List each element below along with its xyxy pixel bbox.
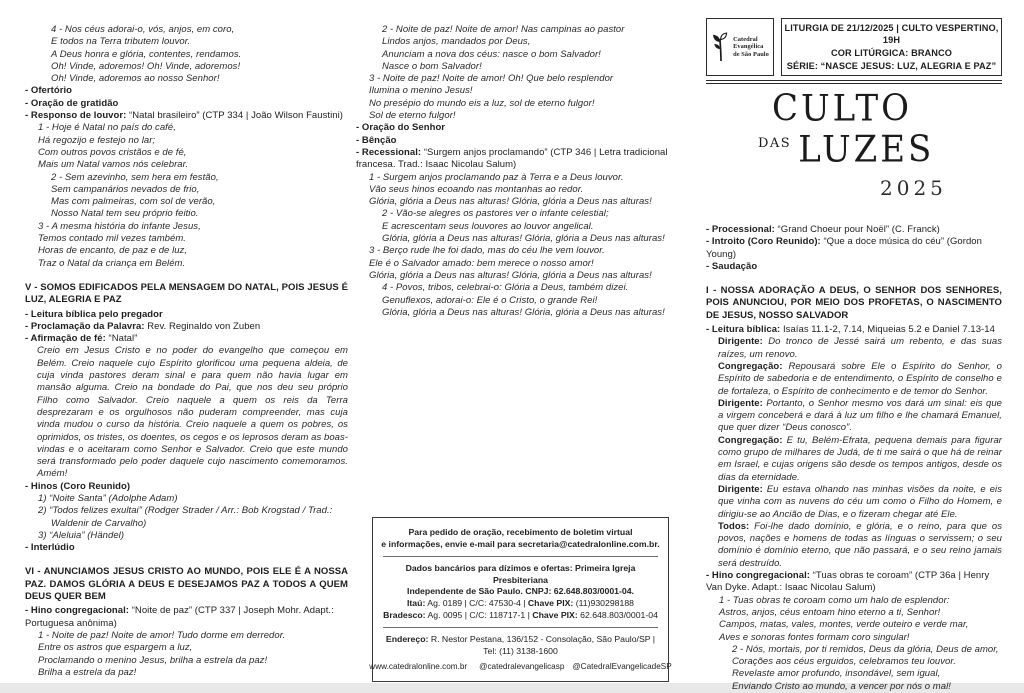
verse-line: Nasce o bom Salvador! bbox=[382, 60, 482, 72]
verse-line: Vão seus hinos ecoando nas montanhas ao redor. bbox=[369, 183, 584, 195]
plain-text: 62.648.803/0001-04 bbox=[577, 609, 658, 620]
plain-text: Rev. Reginaldo von Zuben bbox=[144, 320, 261, 332]
verse-line: Glória, glória a Deus nas alturas! Glória, glória a Deus nas alturas! bbox=[382, 233, 665, 245]
hymn-verse bbox=[25, 630, 348, 679]
plain-text: “Natal brasileiro” (CTP 334 | João Wilson Faustini) bbox=[126, 110, 343, 122]
hymn-verse bbox=[356, 24, 672, 73]
section-heading: I - NOSSA ADORAÇÃO A DEUS, O SENHOR DOS SENHORES, POIS ANUNCIOU, POR MEIO DOS PROFETAS, O NASCIMENTO DE JESUS, NOSSO SALVADOR bbox=[706, 285, 1002, 321]
bold-text: - Recessional: bbox=[356, 146, 422, 158]
verse-line: Oh! Vinde, adoremos! Oh! Vinde, adoremos! bbox=[51, 60, 241, 72]
contact-line bbox=[381, 563, 660, 586]
address-section bbox=[369, 634, 672, 673]
plain-text: “Tuas obras te coroam” (CTP 36a | Henry Van Dyke. Adapt.: Isaac Nicolau Salum) bbox=[706, 570, 990, 594]
bold-text: Dados bancários para dízimos e ofertas: Primeira Igreja Presbiteriana bbox=[405, 563, 636, 585]
bold-text: Endereço: bbox=[385, 634, 429, 645]
hymn-verse bbox=[356, 282, 672, 319]
responsive-reading bbox=[706, 484, 1002, 521]
verse-line: Nosso Natal tem seu próprio feitio. bbox=[51, 208, 199, 220]
reading-text: Eu estava olhando nas minhas visões da noite, e eis que vinha com as nuvens do céu um como o Filho do Homem, e dirigiu-se ao Ancião de Dias, e o fizeram chegar até Ele. bbox=[718, 483, 1003, 520]
speaker-label: Dirigente: bbox=[718, 483, 767, 495]
bold-text: - Oração de gratidão bbox=[25, 97, 119, 109]
column-left bbox=[25, 24, 348, 679]
hymn-verse bbox=[25, 493, 348, 505]
verse-line: A Deus honra e glória, contentes, rendamos. bbox=[51, 48, 242, 60]
speaker-label: Dirigente: bbox=[718, 397, 767, 409]
verse-line: Enviando Cristo ao mundo, a vencer por nós o mal! bbox=[732, 680, 951, 692]
plain-text: Isaías 11.1-2, 7.14, Miqueias 5.2 e Daniel 7.13-14 bbox=[780, 324, 995, 336]
verse-line: Sem campanários nevados de frio, bbox=[51, 183, 200, 195]
liturgy-item bbox=[356, 135, 672, 147]
verse-line: 4 - Nos céus adorai-o, vós, anjos, em coro, bbox=[51, 24, 235, 35]
verse-line: Horas de encanto, de paz e de luz, bbox=[38, 245, 188, 257]
speaker-label: Congregação: bbox=[718, 360, 789, 372]
liturgy-date-line: LITURGIA DE 21/12/2025 | CULTO VESPERTINO, 19H bbox=[784, 22, 999, 46]
responsive-reading bbox=[706, 398, 1002, 435]
bold-text: - Processional: bbox=[706, 224, 775, 235]
liturgy-item bbox=[25, 309, 348, 321]
liturgy-info-box bbox=[781, 18, 1002, 76]
contact-line bbox=[381, 539, 660, 551]
affirmation-paragraph: Creio em Jesus Cristo e no poder do evangelho que começou em Belém. Creio naquele cujo Espírito glorificou uma pequena aldeia, de cuja vinda pastores deram sinal e para quem não havia lugar em mansão alguma. Creio na bondade do Pai, que nos deu seu próprio Filho como Salvador. Creio naquele a quem os reis da Terra desprezaram e os orgulhosos não puderam compreender, mas cuja vinda mudou o curso da história. Creio naquele a quem os pobres, os oprimidos, os tristes, os doentes, os cegos e os leprosos deram as boas-vindas e o aceitaram como Senhor e Salvador. Creio que este mundo será transformado pelo poder daquele cujo nascimento comemoramos. Amém! bbox=[37, 345, 348, 480]
verse-line: Temos contado mil vezes também. bbox=[38, 233, 186, 245]
bold-text: Bradesco: bbox=[383, 609, 426, 620]
liturgy-item bbox=[706, 324, 1002, 336]
bold-text: - Hino congregacional: bbox=[25, 605, 130, 617]
contact-line bbox=[381, 598, 660, 610]
verse-line: 2 - Noite de paz! Noite de amor! Nas campinas ao pastor bbox=[382, 24, 625, 35]
church-name-line: de São Paulo bbox=[733, 50, 769, 58]
hymn-verse bbox=[25, 24, 348, 85]
church-name-line: Evangélica bbox=[733, 43, 764, 51]
verse-line: Glória, glória a Deus nas alturas! Glória, glória a Deus nas alturas! bbox=[369, 269, 652, 281]
spacer bbox=[25, 554, 348, 565]
verse-line: 3 - Berço rude lhe foi dado, mas do céu lhe vem louvor. bbox=[369, 245, 605, 257]
hymn-verse bbox=[25, 221, 348, 270]
bold-text: - Saudação bbox=[706, 260, 758, 272]
bold-text: Independente de São Paulo. CNPJ: 62.648.803/0001-04. bbox=[407, 586, 634, 597]
column-right bbox=[706, 18, 1002, 693]
website-url: www.catedralonline.com.br bbox=[369, 662, 468, 672]
hymn-verse bbox=[706, 644, 1002, 693]
liturgy-item bbox=[25, 98, 348, 110]
address-line bbox=[381, 634, 660, 657]
verse-line: Lindos anjos, mandados por Deus, bbox=[382, 36, 531, 48]
contact-line bbox=[381, 527, 660, 539]
verse-line: Revelaste amor profundo, insondável, sem igual, bbox=[732, 668, 941, 680]
liturgy-color-line: COR LITÚRGICA: BRANCO bbox=[830, 48, 953, 58]
liturgy-item bbox=[706, 570, 1002, 595]
title-year: 2025 bbox=[880, 176, 947, 200]
youtube-handle: @CatedralEvangelicadeSP bbox=[572, 662, 672, 672]
verse-line: Waldenir de Carvalho) bbox=[51, 517, 147, 529]
bold-text: - Responso de louvor: bbox=[25, 110, 127, 122]
verse-line: Aves e sonoras fontes formam coro singular! bbox=[719, 631, 910, 643]
reading-text: Foi-lhe dado domínio, e glória, e o reino, para que os povos, nações e homens de todas as línguas o servissem; o seu domínio é domínio eterno, que não passará, e o seu reino jamais será destruído. bbox=[718, 520, 1002, 569]
hymn-verse bbox=[356, 208, 672, 245]
contact-line bbox=[381, 610, 660, 622]
verse-line: 2 - Sem azevinho, sem hera em festão, bbox=[51, 171, 219, 183]
church-name-line: Catedral bbox=[733, 35, 758, 43]
hymn-verse bbox=[25, 505, 348, 517]
service-title bbox=[706, 86, 1002, 212]
verse-line: 2) “Todos felizes exultai” (Rodger Strader / Arr.: Bob Krogstad / Trad.: bbox=[38, 505, 333, 517]
verse-line: 1 - Tuas obras te coroam como um halo de esplendor: bbox=[719, 594, 950, 606]
bold-text: - Leitura bíblica: bbox=[706, 324, 781, 336]
title-row-das-luzes bbox=[758, 127, 935, 172]
verse-line: Proclamando o menino Jesus, brilha a estrela da paz! bbox=[38, 654, 268, 666]
plain-text: “Natal” bbox=[105, 333, 138, 345]
verse-line: 2 - Nós, mortais, por ti remidos, Deus da glória, Deus de amor, bbox=[732, 643, 999, 655]
hymn-verse bbox=[356, 245, 672, 282]
reading-text: Repousará sobre Ele o Espírito do Senhor, o Espírito de sabedoria e de entendimento, o Espírito de conselho e de fortaleza, o Espírito de conhecimento e de temor do Senhor. bbox=[718, 360, 1002, 397]
spacer bbox=[25, 270, 348, 281]
sprout-logo-icon bbox=[711, 32, 730, 62]
plain-text: “Noite de paz” (CTP 337 | Joseph Mohr. Adapt.: Portuguesa anônima) bbox=[25, 605, 334, 629]
verse-line: Há regozijo e festejo no lar; bbox=[38, 134, 156, 146]
verse-line: Sol de eterno fulgor! bbox=[369, 110, 456, 122]
column-middle bbox=[356, 24, 672, 319]
bold-text: - Interlúdio bbox=[25, 542, 75, 554]
plain-text: R. Nestor Pestana, 136/152 - Consolação, São Paulo/SP | Tel: (11) 3138-1600 bbox=[428, 634, 656, 656]
speaker-label: Todos: bbox=[718, 520, 755, 532]
verse-line: Brilha a estrela da paz! bbox=[38, 666, 137, 678]
verse-line: Entre os astros que espargem a luz, bbox=[38, 642, 193, 654]
bold-text: - Ofertório bbox=[25, 85, 72, 97]
verse-line: 1) “Noite Santa” (Adolphe Adam) bbox=[38, 492, 178, 504]
bold-text: - Hinos (Coro Reunido) bbox=[25, 480, 131, 492]
bold-text: Itaú: bbox=[407, 597, 426, 608]
masthead-rule bbox=[706, 80, 1002, 84]
verse-line: Astros, anjos, céus entoam hino eterno a ti, Senhor! bbox=[719, 606, 941, 618]
liturgy-series-line: SÉRIE: “NASCE JESUS: LUZ, ALEGRIA E PAZ” bbox=[786, 60, 997, 71]
right-column-liturgy bbox=[706, 224, 1002, 693]
bold-text: - Leitura bíblica pelo pregador bbox=[25, 308, 163, 320]
verse-line: Ele é o Salvador amado: bem merece o nosso amor! bbox=[369, 257, 594, 269]
contact-line bbox=[381, 586, 660, 598]
spacer bbox=[706, 273, 1002, 284]
liturgy-item bbox=[25, 333, 348, 345]
hymn-verse bbox=[356, 73, 672, 122]
liturgy-item bbox=[356, 122, 672, 134]
verse-line: Ilumina o menino Jesus! bbox=[369, 85, 473, 97]
responsive-reading bbox=[706, 361, 1002, 398]
bold-text: - Introito (Coro Reunido): bbox=[706, 236, 821, 248]
bold-text: - Afirmação de fé: bbox=[25, 333, 106, 345]
verse-line: Traz o Natal da criança em Belém. bbox=[38, 257, 186, 269]
verse-line: 1 - Noite de paz! Noite de amor! Tudo dorme em derredor. bbox=[38, 629, 286, 641]
title-word-culto: CULTO bbox=[772, 86, 913, 131]
speaker-label: Dirigente: bbox=[718, 336, 769, 348]
verse-line: Com outros povos cristãos e de fé, bbox=[38, 146, 187, 158]
hymn-verse bbox=[25, 518, 348, 530]
verse-line: E acrescentam seus louvores ao louvor angelical. bbox=[382, 220, 594, 232]
verse-line: Oh! Vinde, adoremos ao nosso Senhor! bbox=[51, 73, 220, 85]
hymn-verse bbox=[356, 172, 672, 209]
verse-line: 1 - Surgem anjos proclamando paz à Terra e a Deus louvor. bbox=[369, 171, 624, 183]
contact-box bbox=[369, 517, 672, 682]
liturgy-item bbox=[25, 605, 348, 630]
reading-text: Do tronco de Jessé sairá um rebento, e das suas raízes, um renovo. bbox=[718, 336, 1002, 360]
responsive-reading bbox=[706, 336, 1002, 361]
verse-line: 3 - Noite de paz! Noite de amor! Oh! Que belo resplendor bbox=[369, 73, 614, 85]
liturgy-item bbox=[25, 85, 348, 97]
liturgy-item bbox=[25, 481, 348, 493]
liturgy-item bbox=[356, 147, 672, 172]
section-heading: V - SOMOS EDIFICADOS PELA MENSAGEM DO NATAL, POIS JESUS É LUZ, ALEGRIA E PAZ bbox=[25, 281, 348, 306]
hymn-verse bbox=[25, 172, 348, 221]
liturgy-item bbox=[25, 110, 348, 122]
verse-line: 3) “Aleluia” (Händel) bbox=[38, 529, 125, 541]
bold-text: Chave PIX: bbox=[527, 597, 574, 608]
liturgy-item bbox=[706, 236, 1002, 261]
bold-text: - Oração do Senhor bbox=[356, 122, 446, 134]
masthead bbox=[706, 18, 1002, 76]
liturgy-item bbox=[25, 321, 348, 333]
bold-text: e informações, envie e-mail para secretaria@catedralonline.com.br. bbox=[381, 538, 660, 549]
plain-text: “Grand Choeur pour Noël” (C. Franck) bbox=[774, 224, 940, 235]
speaker-label: Congregação: bbox=[718, 434, 787, 446]
responsive-reading bbox=[706, 521, 1002, 570]
bold-text: - Proclamação da Palavra: bbox=[25, 320, 145, 332]
reading-text: Portanto, o Senhor mesmo vos dará um sinal: eis que a virgem conceberá e dará à luz um filho e lhe chamará Emanuel, que quer dizer “Deus conosco”. bbox=[718, 397, 1002, 434]
bold-text: - Hino congregacional: bbox=[706, 570, 811, 582]
liturgy-item bbox=[706, 261, 1002, 273]
responsive-reading bbox=[706, 435, 1002, 484]
bold-text: Chave PIX: bbox=[532, 609, 578, 620]
instagram-handle: @catedralevangelicasp bbox=[479, 662, 565, 672]
verse-line: 2 - Vão-se alegres os pastores ver o infante celestial; bbox=[382, 208, 609, 220]
reading-text: E tu, Belém-Efrata, pequena demais para figurar como grupo de milhares de Judá, de ti me sairá o que há de reinar em Israel, e cujas origens são desde os tempos antigos, desde os dias da eternidade. bbox=[718, 434, 1002, 483]
bank-info-section bbox=[381, 563, 660, 621]
bold-text: - Bênção bbox=[356, 134, 397, 146]
verse-line: Glória, glória a Deus nas alturas! Glória, glória a Deus nas alturas! bbox=[369, 196, 652, 208]
verse-line: Genuflexos, adorai-o: Ele é o Cristo, o grande Rei! bbox=[382, 294, 598, 306]
plain-text: Ag. 0095 | C/C: 118717-1 | bbox=[425, 609, 533, 620]
plain-text: “Surgem anjos proclamando” (CTP 346 | Letra tradicional francesa. Trad.: Isaac Nicolau Salum) bbox=[356, 146, 668, 171]
social-row bbox=[369, 661, 672, 673]
verse-line: Corações aos céus erguidos, celebramos teu louvor. bbox=[732, 656, 956, 668]
verse-line: Anunciam a nova dos céus: nasce o bom Salvador! bbox=[382, 48, 601, 60]
verse-line: 1 - Hoje é Natal no país do café, bbox=[38, 122, 176, 134]
plain-text: (11)930298188 bbox=[573, 597, 634, 608]
verse-line: Mas com palmeiras, com sol de verão, bbox=[51, 196, 216, 208]
title-word-luzes: LUZES bbox=[798, 127, 935, 172]
verse-line: 3 - A mesma história do infante Jesus, bbox=[38, 220, 201, 232]
church-name bbox=[733, 36, 769, 58]
verse-line: 4 - Povos, tribos, celebrai-o: Glória a Deus, também dizei. bbox=[382, 282, 629, 294]
verse-line: No presépio do mundo eis a luz, sol de eterno fulgor! bbox=[369, 97, 595, 109]
hymn-verse bbox=[25, 530, 348, 542]
contact-divider bbox=[383, 627, 658, 628]
liturgy-item bbox=[25, 542, 348, 554]
bold-text: Para pedido de oração, recebimento de boletim virtual bbox=[408, 527, 633, 537]
verse-line: E todos na Terra tributem louvor. bbox=[51, 36, 191, 48]
verse-line: Campos, matas, vales, montes, verde outeiro e verde mar, bbox=[719, 619, 969, 631]
plain-text: “Que a doce música do céu” (Gordon Young) bbox=[706, 236, 982, 260]
plain-text: Ag. 0189 | C/C: 47530-4 | bbox=[425, 597, 528, 608]
verse-line: Glória, glória a Deus nas alturas! Glória, glória a Deus nas alturas! bbox=[382, 306, 665, 318]
verse-line: Mais um Natal vamos nós celebrar. bbox=[38, 159, 189, 171]
hymn-verse bbox=[706, 595, 1002, 644]
church-logo bbox=[706, 18, 774, 76]
section-heading: VI - ANUNCIAMOS JESUS CRISTO AO MUNDO, POIS ELE É A NOSSA PAZ. DAMOS GLÓRIA A DEUS E DESEJAMOS PAZ A TODOS A QUEM DEUS QUER BEM bbox=[25, 566, 348, 603]
prayer-email-section bbox=[381, 527, 660, 550]
hymn-verse bbox=[25, 122, 348, 171]
contact-divider bbox=[383, 556, 658, 557]
title-word-das: DAS bbox=[758, 136, 792, 151]
liturgy-item bbox=[706, 224, 1002, 236]
